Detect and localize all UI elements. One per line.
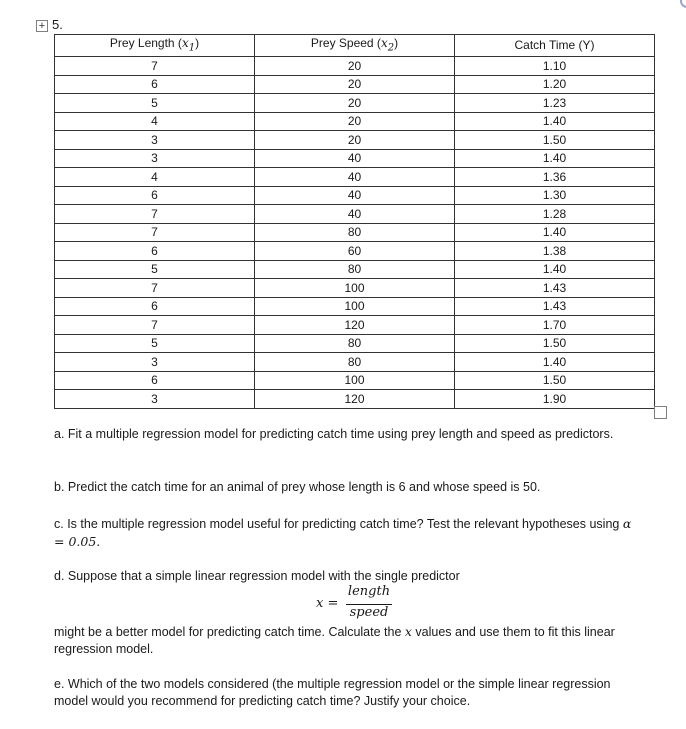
header-catch-time: Catch Time (Y) — [455, 35, 655, 57]
cell-speed: 80 — [255, 260, 455, 279]
cell-time: 1.50 — [455, 131, 655, 150]
header-prey-length: Prey Length $(x_1)$ — [55, 35, 255, 57]
table-row — [55, 316, 655, 335]
cell-time: 1.23 — [455, 94, 655, 113]
formula-lhs: x = — [316, 596, 339, 611]
table-row — [55, 371, 655, 390]
cell-time: 1.38 — [455, 242, 655, 261]
cell-speed: 80 — [255, 334, 455, 353]
part-b: b. Predict the catch time for an animal of prey whose length is 6 and whose speed is 50. — [54, 480, 541, 494]
table-row — [55, 205, 655, 224]
cell-time: 1.40 — [455, 260, 655, 279]
cell-time: 1.40 — [455, 223, 655, 242]
cell-length: 7 — [55, 57, 255, 76]
cell-speed: 100 — [255, 371, 455, 390]
cell-length: 6 — [55, 242, 255, 261]
table-row — [55, 94, 655, 113]
cell-speed: 120 — [255, 316, 455, 335]
cell-speed: 100 — [255, 297, 455, 316]
table-row — [55, 131, 655, 150]
cell-length: 3 — [55, 149, 255, 168]
cell-time: 1.43 — [455, 297, 655, 316]
cell-speed: 120 — [255, 390, 455, 409]
table-row — [55, 75, 655, 94]
cell-time: 1.43 — [455, 279, 655, 298]
table-row — [55, 57, 655, 76]
table-row — [55, 297, 655, 316]
cell-speed: 20 — [255, 112, 455, 131]
part-d-intro: d. Suppose that a simple linear regression model with the single predictor — [54, 569, 460, 583]
cell-length: 7 — [55, 223, 255, 242]
formula-denominator: speed — [349, 605, 389, 620]
cell-length: 7 — [55, 279, 255, 298]
cell-length: 7 — [55, 316, 255, 335]
table-move-handle-icon[interactable]: + — [36, 20, 48, 32]
table-header-row — [55, 35, 655, 57]
cell-time: 1.40 — [455, 149, 655, 168]
cell-length: 5 — [55, 260, 255, 279]
cell-time: 1.20 — [455, 75, 655, 94]
header-prey-speed: Prey Speed $(x_2)$ — [255, 35, 455, 57]
cell-speed: 40 — [255, 168, 455, 187]
part-c: c. Is the multiple regression model useful for predicting catch time? Test the relevant hypotheses using α = 0.05. — [54, 516, 632, 549]
table-row — [55, 260, 655, 279]
table-row — [55, 390, 655, 409]
scroll-edge-icon — [680, 0, 686, 8]
cell-speed: 40 — [255, 205, 455, 224]
cell-speed: 80 — [255, 223, 455, 242]
cell-speed: 40 — [255, 186, 455, 205]
cell-speed: 20 — [255, 75, 455, 94]
cell-time: 1.90 — [455, 390, 655, 409]
part-d-body: might be a better model for predicting catch time. Calculate the x values and use them to fit this linear regression model. — [54, 624, 615, 656]
table-resize-handle[interactable] — [654, 406, 667, 419]
cell-time: 1.40 — [455, 112, 655, 131]
cell-speed: 80 — [255, 353, 455, 372]
cell-length: 6 — [55, 371, 255, 390]
cell-time: 1.50 — [455, 371, 655, 390]
cell-speed: 100 — [255, 279, 455, 298]
cell-time: 1.10 — [455, 57, 655, 76]
table-row — [55, 186, 655, 205]
question-number: 5. — [52, 17, 63, 32]
cell-length: 3 — [55, 353, 255, 372]
formula-numerator: length — [347, 584, 391, 599]
cell-time: 1.40 — [455, 353, 655, 372]
table-row — [55, 242, 655, 261]
cell-length: 3 — [55, 390, 255, 409]
table-row — [55, 334, 655, 353]
cell-time: 1.30 — [455, 186, 655, 205]
cell-length: 4 — [55, 168, 255, 187]
cell-length: 5 — [55, 334, 255, 353]
table-row — [55, 223, 655, 242]
cell-length: 5 — [55, 94, 255, 113]
cell-time: 1.36 — [455, 168, 655, 187]
cell-speed: 40 — [255, 149, 455, 168]
cell-length: 4 — [55, 112, 255, 131]
cell-time: 1.28 — [455, 205, 655, 224]
part-a: a. Fit a multiple regression model for predicting catch time using prey length and speed as predictors. — [54, 427, 614, 441]
cell-length: 6 — [55, 297, 255, 316]
cell-length: 3 — [55, 131, 255, 150]
table-row — [55, 353, 655, 372]
cell-speed: 20 — [255, 57, 455, 76]
part-e: e. Which of the two models considered (the multiple regression model or the simple linear regression model would you recommend for predicting catch time? Justify your choice. — [54, 677, 611, 708]
table-row — [55, 279, 655, 298]
cell-length: 6 — [55, 186, 255, 205]
table-row — [55, 112, 655, 131]
cell-time: 1.70 — [455, 316, 655, 335]
table-row — [55, 149, 655, 168]
data-table — [54, 34, 655, 409]
cell-time: 1.50 — [455, 334, 655, 353]
cell-length: 6 — [55, 75, 255, 94]
table-row — [55, 168, 655, 187]
cell-length: 7 — [55, 205, 255, 224]
cell-speed: 60 — [255, 242, 455, 261]
cell-speed: 20 — [255, 94, 455, 113]
cell-speed: 20 — [255, 131, 455, 150]
